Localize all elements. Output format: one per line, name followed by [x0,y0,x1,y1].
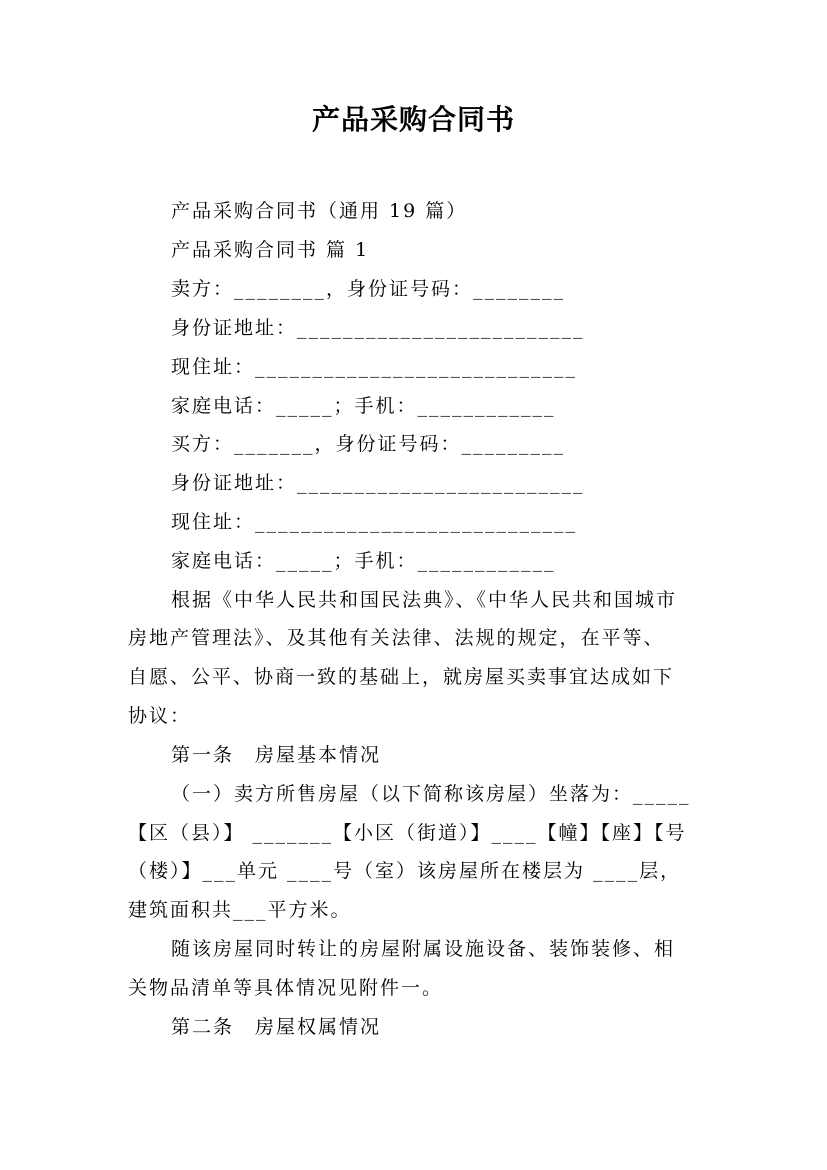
paragraph-line: 协议： [128,705,192,727]
paragraph-line: （楼）】___单元 ____号（室）该房屋所在楼层为 ____层， [128,860,682,882]
seller-name-id-line: 卖方：________，身份证号码：________ [171,278,566,300]
buyer-id-address-line: 身份证地址：_________________________ [171,472,585,494]
paragraph-line: 关物品清单等具体情况见附件一。 [128,977,444,999]
article-1-heading: 第一条 房屋基本情况 [171,744,382,766]
paragraph-line: （一）卖方所售房屋（以下简称该房屋）坐落为：_____ [171,783,691,805]
buyer-phone-line: 家庭电话：_____；手机：____________ [171,550,556,572]
subtitle-line: 产品采购合同书（通用 19 篇） [171,200,468,222]
paragraph-line: 根据《中华人民共和国民法典》、《中华人民共和国城市 [171,589,678,611]
section-heading-line: 产品采购合同书 篇 1 [171,239,370,261]
paragraph-line: 随该房屋同时转让的房屋附属设施设备、装饰装修、相 [171,938,676,960]
buyer-current-address-line: 现住址：____________________________ [171,511,578,533]
article-2-heading: 第二条 房屋权属情况 [171,1016,382,1038]
seller-current-address-line: 现住址：____________________________ [171,356,578,378]
paragraph-line: 自愿、公平、协商一致的基础上，就房屋买卖事宜达成如下 [128,666,675,688]
paragraph-line: 房地产管理法》、及其他有关法律、法规的规定，在平等、 [128,627,665,649]
paragraph-line: 建筑面积共___平方米。 [128,899,352,921]
seller-id-address-line: 身份证地址：_________________________ [171,317,585,339]
document-title: 产品采购合同书 [311,103,515,136]
seller-phone-line: 家庭电话：_____；手机：____________ [171,395,556,417]
paragraph-line: 【区（县）】 _______【小区（街道）】____【幢】【座】【号 [128,822,687,844]
buyer-name-id-line: 买方：_______，身份证号码：_________ [171,433,566,455]
